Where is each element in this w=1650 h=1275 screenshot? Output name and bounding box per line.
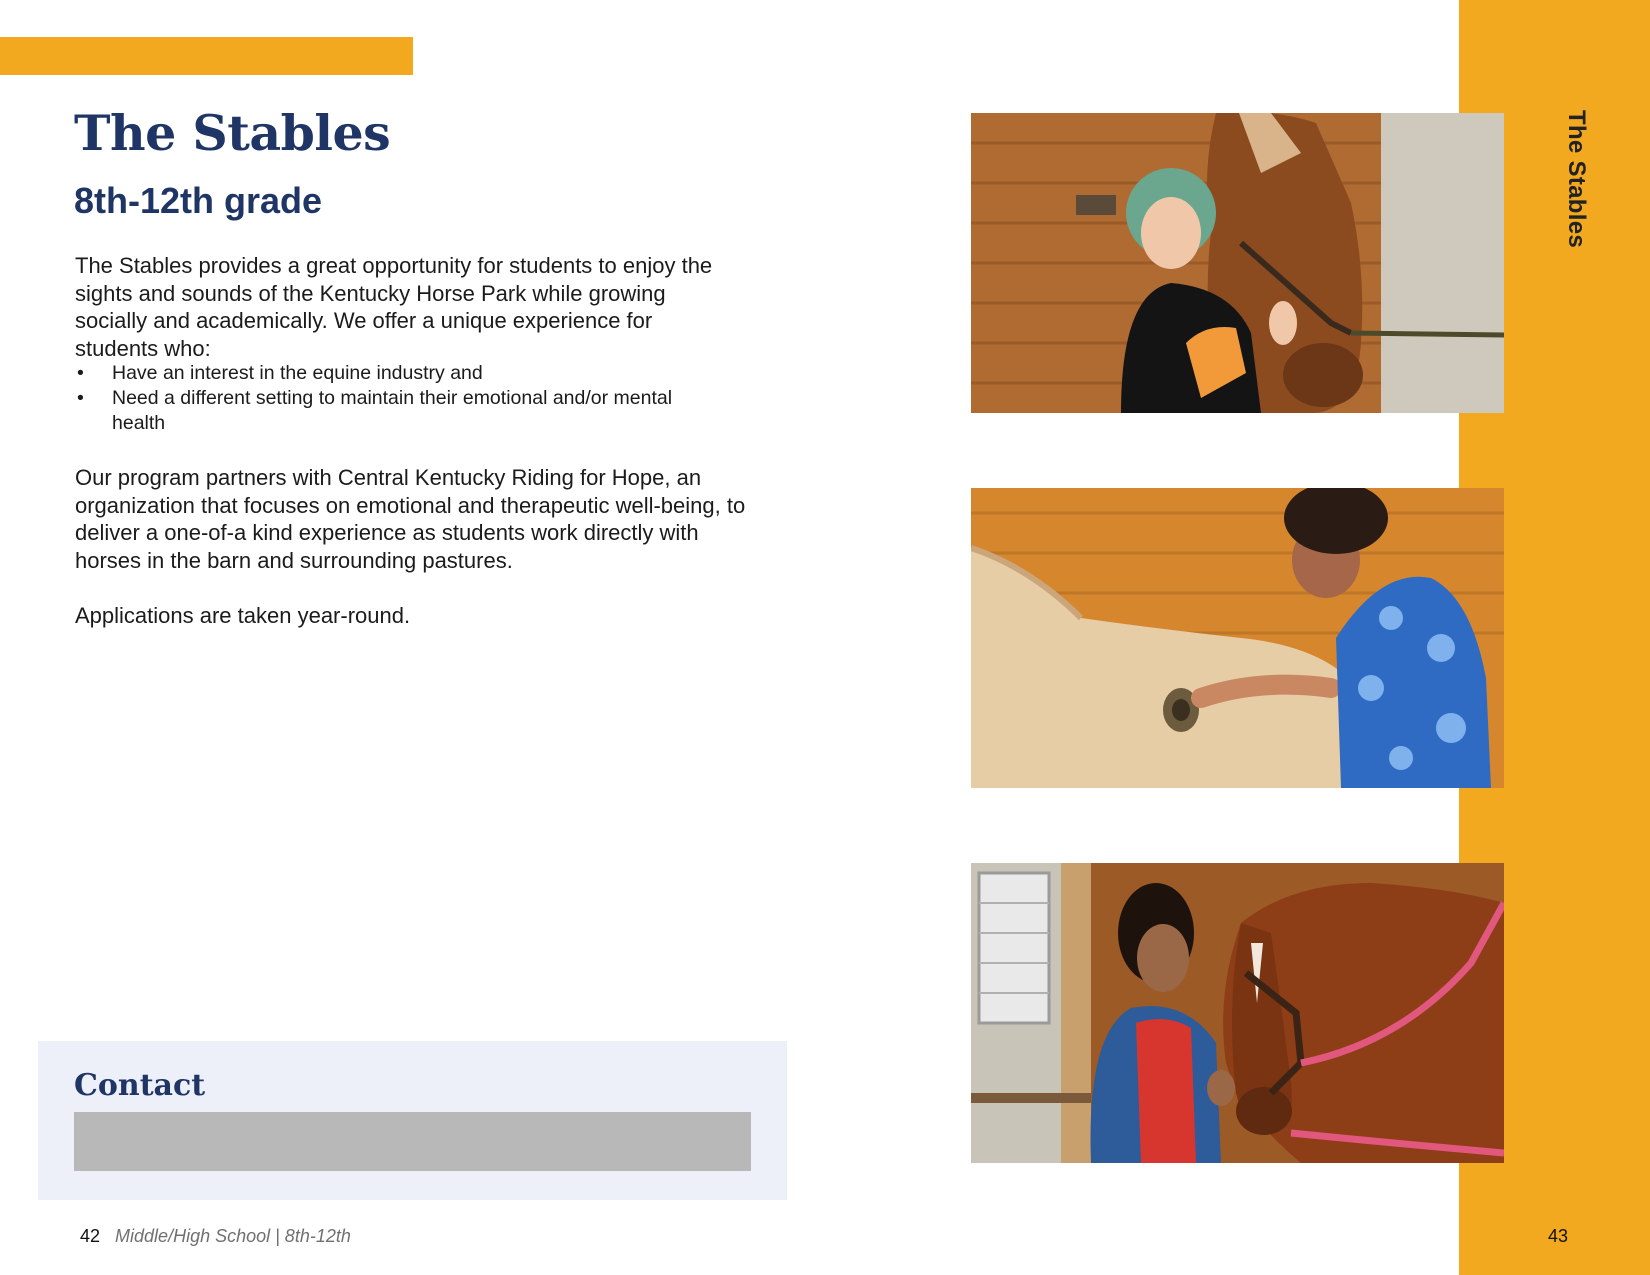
bullet-icon: • [77,387,84,409]
partner-paragraph: Our program partners with Central Kentucky Riding for Hope, an organization that focuses on emotional and therapeutic well-being, to deliver a one-of-a kind experience as students work directly with horses in the barn and surrounding pastures. [75,465,746,574]
page-title: The Stables [74,104,391,162]
footer-left [80,1226,351,1247]
photo-3-illustration [971,863,1504,1163]
footer-section-label: Middle/High School | 8th-12th [115,1226,351,1246]
photo-1-illustration [971,113,1504,413]
contact-title: Contact [74,1068,206,1103]
applications-paragraph: Applications are taken year-round. [75,603,411,628]
list-item [75,386,715,436]
side-section-label: The Stables [1563,110,1590,249]
list-item [75,361,715,386]
intro-paragraph: The Stables provides a great opportunity for students to enjoy the sights and sounds of the Kentucky Horse Park while growing socially and academically. We offer a unique experience for students who: [75,253,713,361]
photo-2-illustration [971,488,1504,788]
bullet-icon: • [77,362,84,384]
bullet-text: Have an interest in the equine industry and [112,362,483,384]
left-page-number: 42 [80,1226,101,1246]
photo-student-grooming-horse [971,488,1504,788]
page-subtitle: 8th-12th grade [74,180,323,221]
top-accent-bar [0,37,413,75]
photo-student-and-chestnut-horse [971,863,1504,1163]
contact-redacted-block [74,1112,751,1171]
right-page-number: 43 [1548,1226,1569,1246]
bullet-text: Need a different setting to maintain their emotional and/or mental health [112,387,673,434]
photo-student-with-horse [971,113,1504,413]
bullet-list [75,361,715,436]
